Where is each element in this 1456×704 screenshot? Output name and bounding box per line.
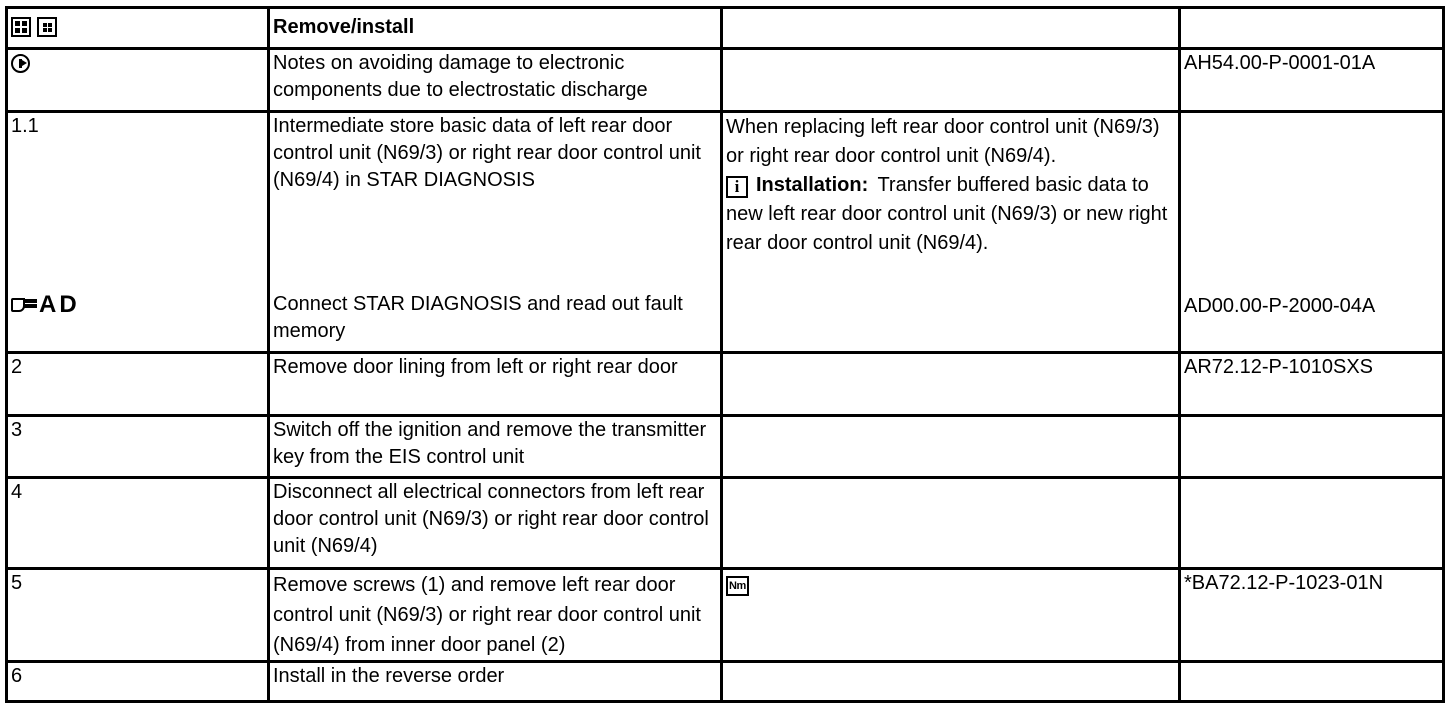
step-number: 3 (7, 416, 269, 478)
installation-label: Installation: (756, 174, 869, 196)
step-number: 6 (7, 662, 269, 702)
collapse-all-icon[interactable] (37, 17, 57, 37)
description-cell: Remove door lining from left or right rear door (269, 353, 722, 416)
replacement-note: When replacing left rear door control unit (N69/3) or right rear door control unit (N69/4). (726, 116, 1160, 167)
header-empty-cell (1180, 8, 1444, 49)
description-cell (269, 112, 722, 353)
description-cell: Switch off the ignition and remove the transmitter key from the EIS control unit (269, 416, 722, 478)
description-cell: Disconnect all electrical connectors from left rear door control unit (N69/3) or right rear door control unit (N69/4) (269, 478, 722, 569)
step-description: Intermediate store basic data of left rear door control unit (N69/3) or right rear door control unit (N69/4) in STAR DIAGNOSIS (273, 115, 701, 191)
reference-cell (1180, 416, 1444, 478)
reference-cell (1180, 662, 1444, 702)
ad-label: AD (39, 291, 80, 318)
note-cell (722, 353, 1180, 416)
sub-step-description: Connect STAR DIAGNOSIS and read out fault memory (273, 293, 683, 342)
header-empty-cell (722, 8, 1180, 49)
procedure-table (5, 6, 1445, 703)
star-diagnosis-marker (11, 291, 80, 318)
pointing-hand-icon (11, 296, 37, 314)
reference-cell (1180, 112, 1444, 353)
step-cell (7, 49, 269, 112)
reference-link[interactable]: AD00.00-P-2000-04A (1184, 295, 1376, 317)
table-row (7, 112, 1444, 353)
note-cell (722, 662, 1180, 702)
description-cell: Install in the reverse order (269, 662, 722, 702)
header-title: Remove/install (269, 8, 722, 49)
reference-link[interactable]: *BA72.12-P-1023-01N (1180, 569, 1444, 662)
reference-link[interactable]: AH54.00-P-0001-01A (1180, 49, 1444, 112)
table-row (7, 662, 1444, 702)
note-cell (722, 416, 1180, 478)
header-icons-cell (7, 8, 269, 49)
table-row (7, 49, 1444, 112)
table-row (7, 569, 1444, 662)
note-cell (722, 49, 1180, 112)
step-number: 1.1 (11, 115, 39, 137)
reference-cell (1180, 478, 1444, 569)
info-icon: i (726, 176, 748, 198)
installation-text: Transfer buffered basic data to new left rear door control unit (N69/3) or new right rear door control unit (N69/4). (726, 174, 1168, 254)
esd-warning-icon (11, 54, 30, 73)
table-row (7, 416, 1444, 478)
reference-link[interactable]: AR72.12-P-1010SXS (1180, 353, 1444, 416)
expand-all-icon[interactable] (11, 17, 31, 37)
step-number: 4 (7, 478, 269, 569)
step-number: 5 (7, 569, 269, 662)
torque-nm-icon[interactable]: Nm (726, 576, 749, 596)
table-row (7, 353, 1444, 416)
description-cell: Remove screws (1) and remove left rear door control unit (N69/3) or right rear door control unit (N69/4) from inner door panel (2) (269, 569, 722, 662)
header-row (7, 8, 1444, 49)
description-cell: Notes on avoiding damage to electronic components due to electrostatic discharge (269, 49, 722, 112)
note-cell (722, 478, 1180, 569)
step-number: 2 (7, 353, 269, 416)
note-cell (722, 112, 1180, 353)
note-cell (722, 569, 1180, 662)
table-row (7, 478, 1444, 569)
step-cell (7, 112, 269, 353)
installation-note (726, 171, 1178, 258)
